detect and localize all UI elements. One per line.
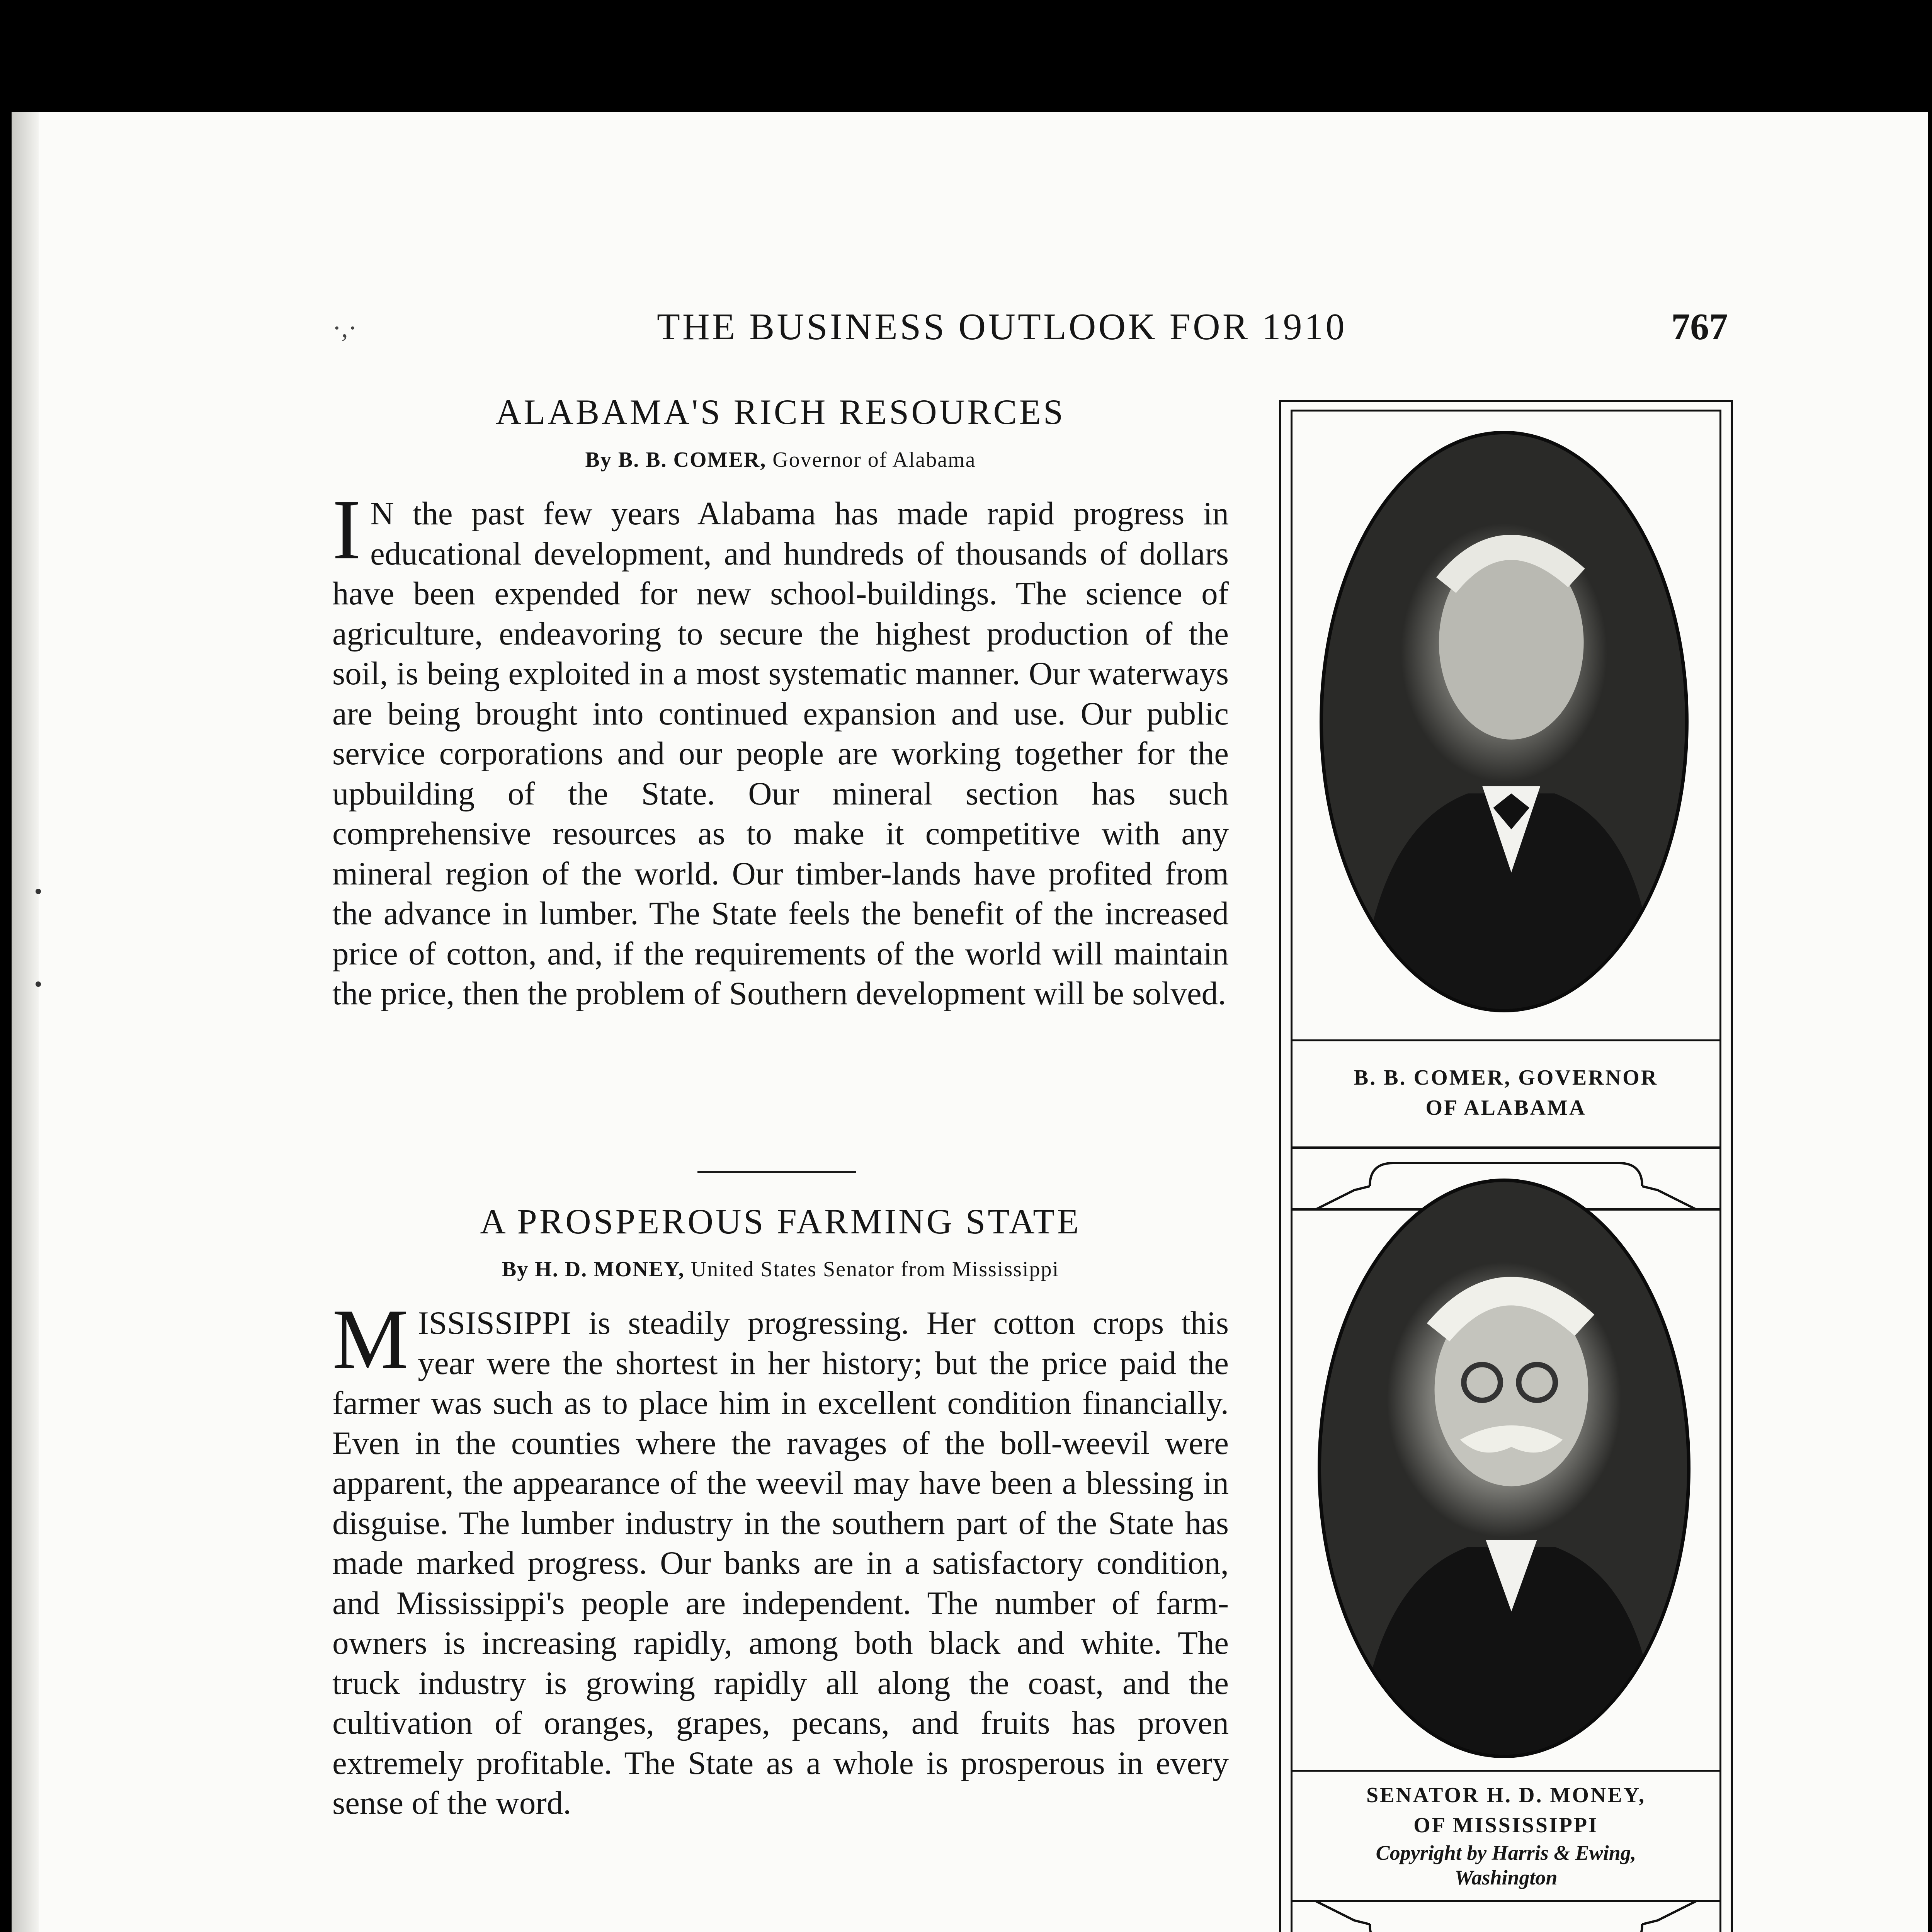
drop-cap: M (332, 1292, 409, 1387)
page-number: 767 (1671, 306, 1728, 348)
portrait-figure (1321, 1182, 1687, 1755)
portrait-caption (1293, 1039, 1719, 1136)
portrait-figure (1323, 434, 1685, 1009)
byline-role: Governor of Alabama (772, 448, 976, 472)
margin-speck (36, 889, 41, 894)
article-body (332, 482, 1229, 1014)
running-head (309, 305, 1739, 359)
page-gutter-shadow (12, 112, 39, 1932)
caption-line: OF MISSISSIPPI (1413, 1813, 1599, 1837)
article-byline (332, 447, 1229, 472)
body-text: N the past few years Alabama has made rapid progress in educational development, and hundreds of thousands of dollars have been expended for new school-buildings. The science of agriculture, endeavoring to secure the highest production of the soil, is being exploited in a most systematic manner. Our waterways are being brought into continued expansion and use. Our public service corporations and our people are working together for the upbuilding of the State. Our mineral section has such comprehensive resources as to make it competitive with any mineral region of the world. Our timber-lands have profited from the advance in lumber. The State feels the benefit of the increased price of cotton, and, if the requirements of the world will maintain the price, then the problem of Southern development will be solved. (332, 495, 1229, 1012)
body-text: ISSISSIPPI is steadily progressing. Her cotton crops this year were the shortest in her history; but the price paid the farmer was such as to place him in excellent condition financially. Even in the counties where the ravages of the boll-weevil were apparent, the appearance of the weevil may have been a blessing in disguise. The lumber industry in the southern part of the State has made marked progress. Our banks are in a satisfactory condition, and Mississippi's people are independent. The number of farm-owners is increasing rapidly, among both black and white. The truck industry is growing rapidly all along the coast, and the cultivation of oranges, grapes, pecans, and fruits has proven extremely profitable. The State as a whole is prosperous in every sense of the word. (332, 1305, 1229, 1821)
margin-speck (36, 981, 41, 987)
portrait-caption (1293, 1770, 1719, 1893)
running-title: THE BUSINESS OUTLOOK FOR 1910 (657, 306, 1347, 348)
drop-cap: I (332, 482, 361, 577)
head-mark: ·,· (332, 313, 357, 343)
byline-name: By H. D. MONEY, (502, 1257, 685, 1281)
photo-credit: Washington (1454, 1866, 1558, 1889)
article-mississippi (332, 1204, 1229, 1823)
caption-line: B. B. COMER, GOVERNOR (1354, 1066, 1658, 1090)
ornament-divider (1293, 1893, 1719, 1932)
byline-name: By B. B. COMER, (585, 448, 767, 472)
caption-line: OF ALABAMA (1425, 1096, 1587, 1120)
photo-credit: Copyright by Harris & Ewing, (1376, 1841, 1636, 1864)
article-byline (332, 1257, 1229, 1282)
article-title: A PROSPEROUS FARMING STATE (480, 1202, 1081, 1241)
article-alabama (332, 394, 1229, 1014)
caption-line: SENATOR H. D. MONEY, (1366, 1783, 1646, 1807)
section-rule (697, 1171, 856, 1173)
article-body (332, 1292, 1229, 1823)
byline-role: United States Senator from Mississippi (690, 1257, 1060, 1281)
article-title: ALABAMA'S RICH RESOURCES (495, 392, 1066, 432)
portrait-comer-photo (1320, 431, 1689, 1012)
portrait-money-photo (1318, 1179, 1690, 1758)
